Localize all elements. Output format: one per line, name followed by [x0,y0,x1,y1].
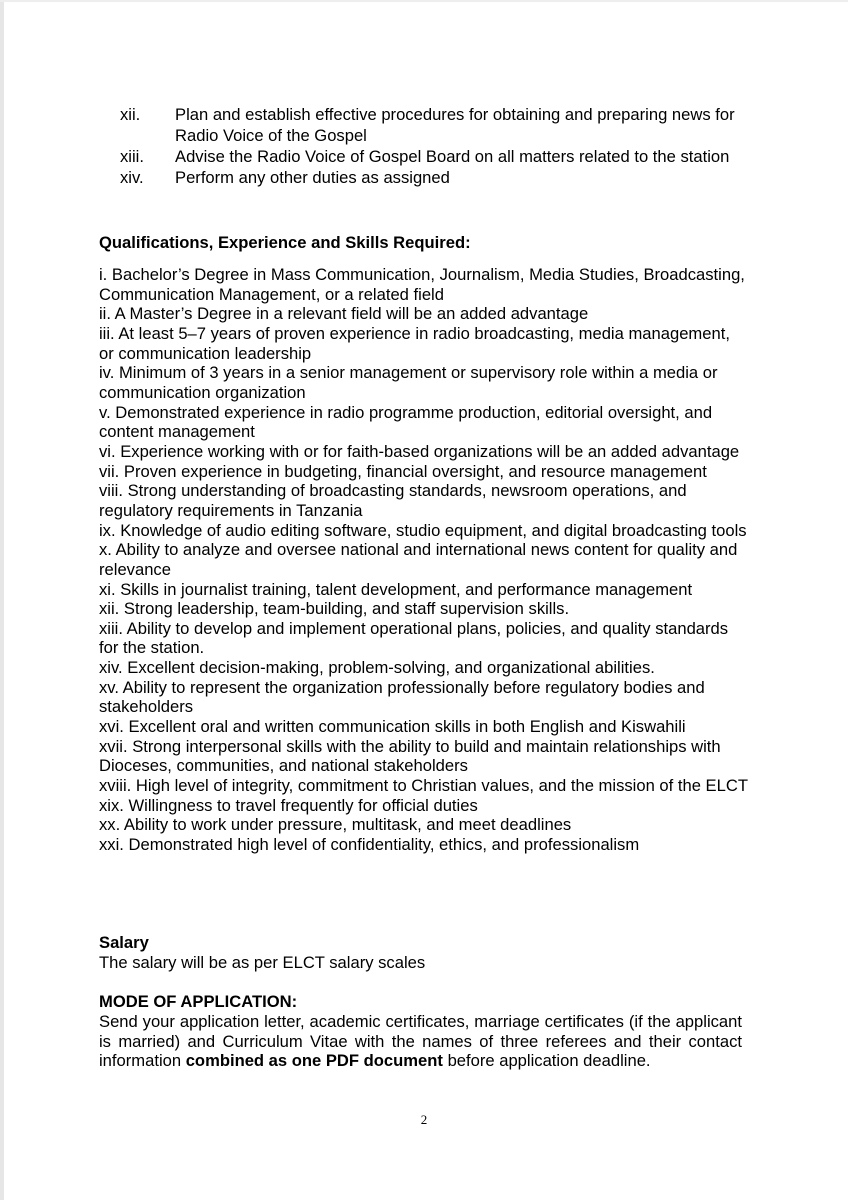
list-item: xi. Skills in journalist training, talent development, and performance management [99,579,693,599]
list-item: v. Demonstrated experience in radio programme production, editorial oversight, and content management [99,402,713,442]
list-item [120,104,760,146]
list-item-text: Perform any other duties as assigned [175,168,450,187]
list-item: vi. Experience working with or for faith-based organizations will be an added advantage [99,441,740,461]
application-text-end: before application deadline. [442,1051,651,1071]
list-item-number: xiv. [120,168,144,187]
list-item: iii. At least 5–7 years of proven experience in radio broadcasting, media management, or communication leadership [99,323,730,363]
salary-text: The salary will be as per ELCT salary scales [99,953,426,972]
application-text-emphasis: combined as one PDF document [185,1051,443,1071]
list-item: xix. Willingness to travel frequently for official duties [99,795,478,815]
list-item [120,146,760,167]
list-item: vii. Proven experience in budgeting, financial oversight, and resource management [99,461,707,481]
list-item: xvi. Excellent oral and written communication skills in both English and Kiswahili [99,717,686,737]
list-item: xii. Strong leadership, team-building, and staff supervision skills. [99,599,570,619]
list-item: i. Bachelor’s Degree in Mass Communication, Journalism, Media Studies, Broadcasting, Communication Management, or a related field [99,265,745,304]
list-item [120,167,760,188]
list-item-text: Advise the Radio Voice of Gospel Board on all matters related to the station [175,147,730,166]
list-item-number: xiii. [120,147,144,166]
list-item: x. Ability to analyze and oversee national and international news content for quality and relevance [99,540,738,579]
list-item: xx. Ability to work under pressure, multitask, and meet deadlines [99,815,572,835]
list-item: xiv. Excellent decision-making, problem-solving, and organizational abilities. [99,658,655,678]
page-left-edge [0,0,4,1200]
list-item: viii. Strong understanding of broadcasting standards, newsroom operations, and regulatory requirements in Tanzania [99,481,687,520]
list-item: ix. Knowledge of audio editing software, studio equipment, and digital broadcasting tools [99,520,747,540]
qualifications-list [99,265,749,855]
duties-list [120,104,760,188]
application-heading: MODE OF APPLICATION: [99,992,298,1011]
list-item: ii. A Master’s Degree in a relevant field will be an added advantage [99,304,589,324]
list-item: xvii. Strong interpersonal skills with the ability to build and maintain relationships with Dioceses, communities, and national stakeholders [99,736,721,776]
page-top-edge [0,0,848,2]
list-item: xv. Ability to represent the organization professionally before regulatory bodies and stakeholders [99,677,705,717]
list-item: xxi. Demonstrated high level of confidentiality, ethics, and professionalism [99,835,640,855]
list-item: xviii. High level of integrity, commitment to Christian values, and the mission of the ELCT [99,776,748,796]
page-number: 2 [420,1112,428,1127]
application-text [99,1012,742,1071]
list-item-number: xii. [120,105,141,124]
list-item: iv. Minimum of 3 years in a senior management or supervisory role within a media or communication organization [99,363,718,402]
list-item-text: Plan and establish effective procedures for obtaining and preparing news for Radio Voice of the Gospel [175,105,735,145]
qualifications-heading: Qualifications, Experience and Skills Required: [99,233,471,252]
list-item: xiii. Ability to develop and implement operational plans, policies, and quality standards for the station. [99,618,729,658]
application-text-start: Send your application letter, academic certificates, marriage certificates (if the applicant is married) and Curriculum Vitae with the names of three referees and their contact information [99,1012,742,1071]
salary-heading: Salary [99,933,149,952]
